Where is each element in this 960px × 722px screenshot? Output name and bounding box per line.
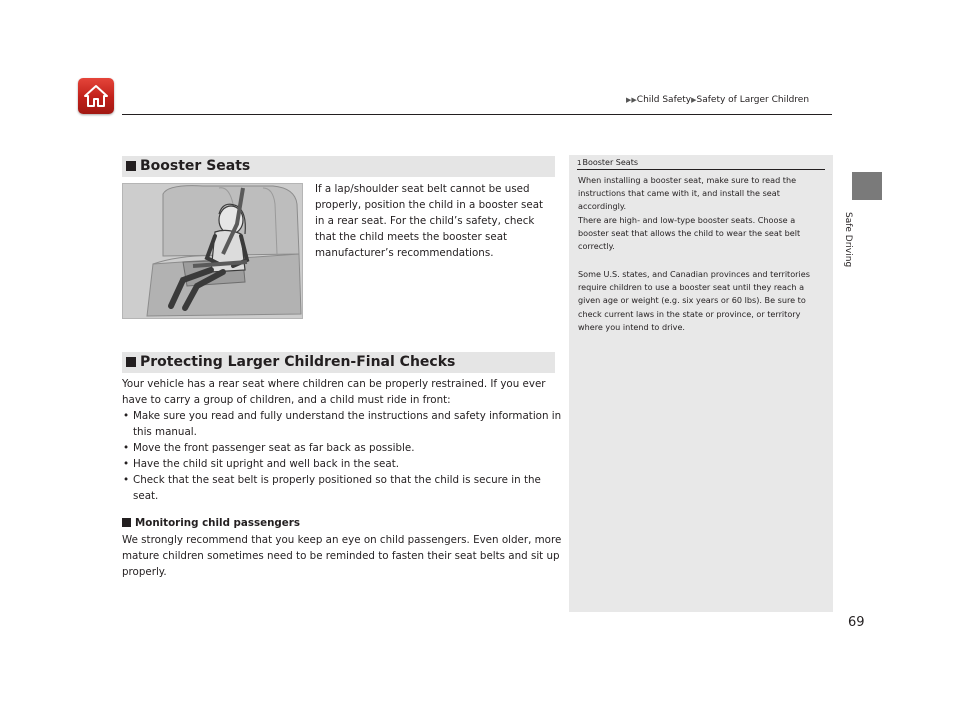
booster-seats-text: If a lap/shoulder seat belt cannot be used properly, position the child in a booster seat in a rear seat. For the child’s safety, check that the child meets the booster seat manufacturer’s recommendations. <box>315 183 544 259</box>
list-item: • Move the front passenger seat as far back as possible. <box>122 440 562 456</box>
child-in-booster-seat-illustration <box>122 183 303 319</box>
section-marker-icon <box>126 357 136 367</box>
booster-seats-heading <box>122 156 555 177</box>
note-title-text: Booster Seats <box>582 158 639 167</box>
chapter-label: Safe Driving <box>843 212 853 268</box>
note-paragraph-2: There are high- and low-type booster seats. Choose a booster seat that allows the child to wear the seat belt correctly. <box>578 215 801 252</box>
page-number: 69 <box>848 615 865 630</box>
note-title <box>577 158 638 167</box>
final-checks-intro: Your vehicle has a rear seat where children can be properly restrained. If you ever have to carry a group of children, and a child must ride in front: <box>122 378 546 406</box>
final-checks-title: Protecting Larger Children-Final Checks <box>140 354 456 370</box>
monitoring-text: We strongly recommend that you keep an eye on child passengers. Even older, more mature children sometimes need to be reminded to fasten their seat belts and sit up properly. <box>122 534 562 578</box>
section-marker-icon <box>126 161 136 171</box>
chapter-tab <box>852 172 882 200</box>
note-divider <box>577 169 825 170</box>
breadcrumb-item-larger-children: Safety of Larger Children <box>696 95 810 105</box>
list-item: • Make sure you read and fully understand the instructions and safety information in this manual. <box>122 408 562 440</box>
monitoring-title: Monitoring child passengers <box>135 517 300 529</box>
home-button[interactable] <box>78 78 114 114</box>
final-checks-list <box>122 408 562 504</box>
home-icon <box>83 83 109 109</box>
booster-seats-note <box>569 155 833 612</box>
header-divider <box>122 114 832 115</box>
subsection-marker-icon <box>122 518 131 527</box>
breadcrumb: ▶▶Child Safety▶Safety of Larger Children <box>626 95 810 105</box>
final-checks-heading <box>122 352 555 373</box>
list-item: • Have the child sit upright and well back in the seat. <box>122 456 562 472</box>
list-item: • Check that the seat belt is properly positioned so that the child is secure in the seat. <box>122 472 562 504</box>
note-paragraph-3: Some U.S. states, and Canadian provinces and territories require children to use a booster seat until they reach a given age or weight (e.g. six years or 60 lbs). Be sure to check current laws in the state or province, or territory where you intend to drive. <box>578 269 810 332</box>
monitoring-heading <box>122 517 300 529</box>
note-paragraph-1: When installing a booster seat, make sure to read the instructions that came with it, and install the seat accordingly. <box>578 175 797 212</box>
note-number-icon: 1 <box>577 159 582 167</box>
breadcrumb-item-child-safety[interactable]: Child Safety <box>636 95 692 105</box>
booster-seats-title: Booster Seats <box>140 158 251 174</box>
